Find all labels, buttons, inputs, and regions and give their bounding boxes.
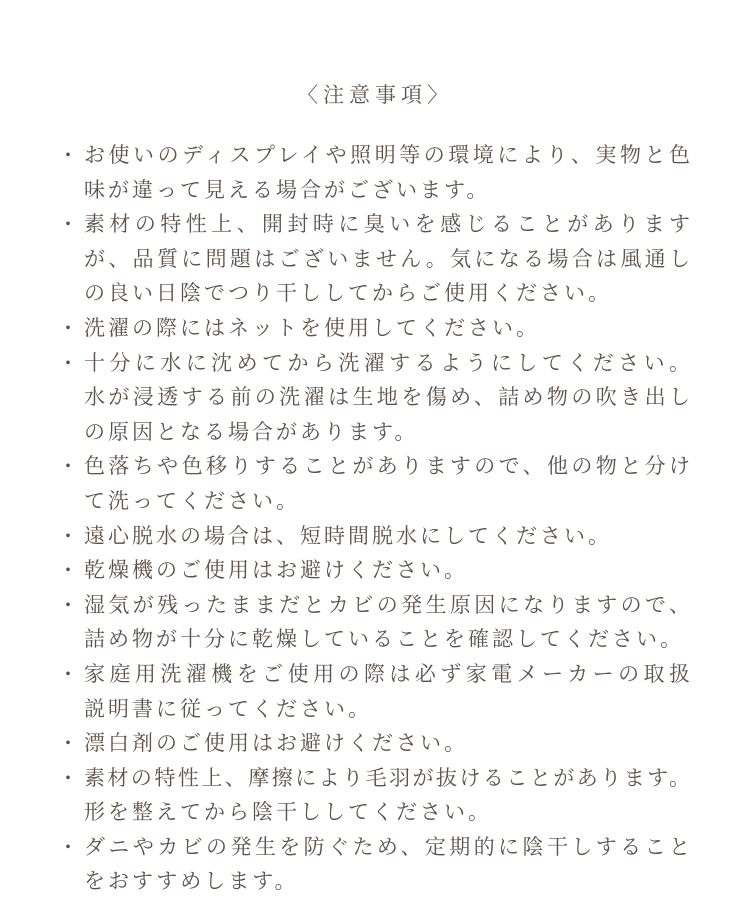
bullet-icon: ・ — [58, 834, 78, 859]
list-item-text-line: の原因となる場合があります。 — [84, 419, 419, 444]
bullet-icon: ・ — [58, 765, 78, 790]
list-item — [58, 207, 690, 311]
bullet-icon: ・ — [58, 523, 78, 548]
list-item — [58, 588, 690, 657]
list-item-text-line: 漂白剤のご使用はお避けください。 — [84, 731, 468, 756]
bullet-icon: ・ — [58, 661, 78, 686]
list-item — [58, 311, 690, 346]
list-item-text-line: 湿気が残ったままだとカビの発生原因になりますので、 — [84, 592, 690, 617]
list-item-text-line: 味が違って見える場合がございます。 — [84, 177, 491, 202]
list-item — [58, 138, 690, 207]
list-item-text-line: 詰め物が十分に乾燥していることを確認してください。 — [84, 627, 684, 652]
list-item-text-line: て洗ってください。 — [84, 488, 300, 513]
care-notes-list — [58, 138, 690, 899]
list-item — [58, 553, 690, 588]
list-item-text-line: 形を整えてから陰干ししてください。 — [84, 800, 492, 825]
bullet-icon: ・ — [58, 454, 78, 479]
list-item-text-line: 家庭用洗濯機をご使用の際は必ず家電メーカーの取扱 — [84, 661, 690, 686]
list-item-text-line: 素材の特性上、開封時に臭いを感じることがあります — [84, 212, 690, 237]
list-item-text-line: が、品質に問題はございません。気になる場合は風通し — [84, 246, 690, 271]
list-item-text-line: 遠心脱水の場合は、短時間脱水にしてください。 — [84, 523, 612, 548]
list-item-text-line: 乾燥機のご使用はお避けください。 — [84, 558, 468, 583]
list-item — [58, 519, 690, 554]
bullet-icon: ・ — [58, 592, 78, 617]
page-title: 〈注意事項〉 — [297, 83, 453, 107]
list-item-text-line: をおすすめします。 — [84, 869, 299, 894]
bullet-icon: ・ — [58, 731, 78, 756]
list-item-text-line: お使いのディスプレイや照明等の環境により、実物と色 — [84, 143, 690, 167]
list-item-text-line: ダニやカビの発生を防ぐため、定期的に陰干しすること — [84, 834, 690, 859]
list-item — [58, 761, 690, 830]
list-item-text-line: 水が浸透する前の洗濯は生地を傷め、詰め物の吹き出し — [84, 385, 690, 410]
list-item — [58, 726, 690, 761]
bullet-icon: ・ — [58, 212, 78, 237]
list-item — [58, 830, 690, 899]
list-item — [58, 657, 690, 726]
list-item — [58, 449, 690, 518]
bullet-icon: ・ — [58, 558, 78, 583]
list-item — [58, 346, 690, 450]
list-item-text-line: 素材の特性上、摩擦により毛羽が抜けることがあります。 — [84, 765, 690, 790]
bullet-icon: ・ — [58, 350, 78, 375]
list-item-text-line: 洗濯の際にはネットを使用してください。 — [84, 315, 540, 340]
list-item-text-line: 説明書に従ってください。 — [84, 696, 372, 721]
bullet-icon: ・ — [58, 315, 78, 340]
list-item-text-line: 色落ちや色移りすることがありますので、他の物と分け — [84, 454, 690, 479]
bullet-icon: ・ — [58, 143, 78, 167]
list-item-text-line: 十分に水に沈めてから洗濯するようにしてください。 — [84, 350, 690, 375]
list-item-text-line: の良い日陰でつり干ししてからご使用ください。 — [84, 281, 612, 306]
